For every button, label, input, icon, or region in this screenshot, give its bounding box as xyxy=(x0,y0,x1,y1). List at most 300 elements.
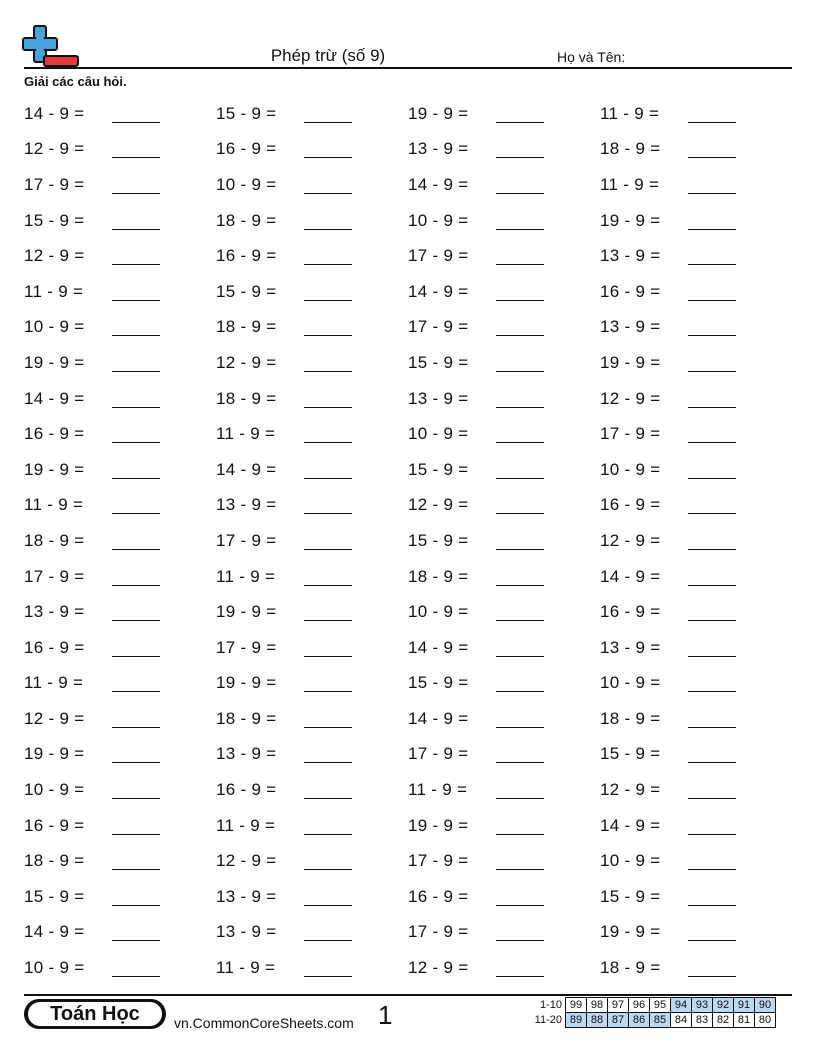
problem-item xyxy=(408,345,600,381)
score-key xyxy=(528,997,776,1028)
problem-expression: 14 - 9 = xyxy=(408,174,469,194)
problem-expression: 18 - 9 = xyxy=(216,388,277,408)
answer-blank[interactable] xyxy=(688,105,736,123)
answer-blank[interactable] xyxy=(112,781,160,799)
answer-blank[interactable] xyxy=(112,710,160,728)
problem-item xyxy=(600,416,792,452)
problem-item xyxy=(24,559,216,595)
answer-blank[interactable] xyxy=(304,710,352,728)
problem-item xyxy=(600,167,792,203)
problem-item xyxy=(408,772,600,808)
problem-expression: 18 - 9 = xyxy=(216,317,277,337)
score-key-cell: 86 xyxy=(629,1013,650,1028)
problem-expression: 11 - 9 = xyxy=(216,815,276,835)
answer-blank[interactable] xyxy=(112,425,160,443)
problem-item xyxy=(216,523,408,559)
problem-item xyxy=(216,666,408,702)
problem-item xyxy=(216,950,408,986)
problem-item xyxy=(216,915,408,951)
problem-item xyxy=(408,950,600,986)
problem-item xyxy=(24,594,216,630)
answer-blank[interactable] xyxy=(304,532,352,550)
answer-blank[interactable] xyxy=(688,674,736,692)
problem-item xyxy=(24,630,216,666)
answer-blank[interactable] xyxy=(304,140,352,158)
problem-item xyxy=(216,879,408,915)
problem-item xyxy=(24,381,216,417)
problem-expression: 13 - 9 = xyxy=(216,922,277,942)
answer-blank[interactable] xyxy=(112,852,160,870)
answer-blank[interactable] xyxy=(688,461,736,479)
score-key-label: 1-10 xyxy=(539,999,562,1011)
answer-blank[interactable] xyxy=(112,639,160,657)
answer-blank[interactable] xyxy=(496,105,544,123)
answer-blank[interactable] xyxy=(304,354,352,372)
problem-expression: 16 - 9 = xyxy=(600,602,661,622)
answer-blank[interactable] xyxy=(496,532,544,550)
problem-expression: 11 - 9 = xyxy=(216,958,276,978)
problem-item xyxy=(24,274,216,310)
answer-blank[interactable] xyxy=(304,568,352,586)
answer-blank[interactable] xyxy=(496,817,544,835)
problem-item xyxy=(24,950,216,986)
problem-expression: 14 - 9 = xyxy=(24,922,85,942)
answer-blank[interactable] xyxy=(112,532,160,550)
answer-blank[interactable] xyxy=(688,176,736,194)
problem-item xyxy=(600,452,792,488)
problem-expression: 14 - 9 = xyxy=(408,281,469,301)
problem-item xyxy=(600,772,792,808)
score-key-cell: 91 xyxy=(734,998,755,1013)
problem-expression: 17 - 9 = xyxy=(408,851,469,871)
answer-blank[interactable] xyxy=(496,959,544,977)
score-key-cell: 97 xyxy=(608,998,629,1013)
problem-expression: 17 - 9 = xyxy=(600,424,661,444)
problem-expression: 12 - 9 = xyxy=(24,708,85,728)
problem-item xyxy=(24,737,216,773)
problem-item xyxy=(216,701,408,737)
problem-item xyxy=(24,452,216,488)
problem-expression: 14 - 9 = xyxy=(408,708,469,728)
answer-blank[interactable] xyxy=(112,176,160,194)
problem-expression: 13 - 9 = xyxy=(216,495,277,515)
answer-blank[interactable] xyxy=(688,745,736,763)
problem-expression: 10 - 9 = xyxy=(408,602,469,622)
problem-expression: 14 - 9 = xyxy=(408,637,469,657)
problem-expression: 11 - 9 = xyxy=(24,673,84,693)
problem-expression: 10 - 9 = xyxy=(24,780,85,800)
answer-blank[interactable] xyxy=(496,212,544,230)
answer-blank[interactable] xyxy=(688,959,736,977)
answer-blank[interactable] xyxy=(688,354,736,372)
score-key-cell: 98 xyxy=(587,998,608,1013)
problem-item xyxy=(600,523,792,559)
score-key-cell: 94 xyxy=(671,998,692,1013)
answer-blank[interactable] xyxy=(304,496,352,514)
problem-expression: 18 - 9 = xyxy=(216,210,277,230)
problem-expression: 17 - 9 = xyxy=(408,744,469,764)
answer-blank[interactable] xyxy=(304,176,352,194)
answer-blank[interactable] xyxy=(496,247,544,265)
problem-expression: 16 - 9 = xyxy=(600,281,661,301)
problem-item xyxy=(24,416,216,452)
problem-grid xyxy=(24,96,794,986)
problem-item xyxy=(600,666,792,702)
problem-item xyxy=(216,559,408,595)
problem-expression: 19 - 9 = xyxy=(216,602,277,622)
problem-expression: 14 - 9 = xyxy=(600,815,661,835)
answer-blank[interactable] xyxy=(112,247,160,265)
problem-item xyxy=(600,559,792,595)
problem-item xyxy=(24,843,216,879)
score-key-cell: 95 xyxy=(650,998,671,1013)
problem-item xyxy=(408,416,600,452)
answer-blank[interactable] xyxy=(304,425,352,443)
problem-expression: 18 - 9 = xyxy=(600,958,661,978)
problem-expression: 18 - 9 = xyxy=(24,530,85,550)
problem-expression: 12 - 9 = xyxy=(408,958,469,978)
problem-item xyxy=(408,238,600,274)
score-key-row xyxy=(528,1013,776,1028)
problem-item xyxy=(408,452,600,488)
answer-blank[interactable] xyxy=(112,959,160,977)
answer-blank[interactable] xyxy=(112,212,160,230)
answer-blank[interactable] xyxy=(688,283,736,301)
problem-item xyxy=(408,879,600,915)
problem-expression: 17 - 9 = xyxy=(216,637,277,657)
answer-blank[interactable] xyxy=(304,639,352,657)
problem-expression: 12 - 9 = xyxy=(600,780,661,800)
problem-item xyxy=(24,523,216,559)
answer-blank[interactable] xyxy=(496,852,544,870)
problem-item xyxy=(24,203,216,239)
answer-blank[interactable] xyxy=(112,745,160,763)
answer-blank[interactable] xyxy=(496,425,544,443)
answer-blank[interactable] xyxy=(496,603,544,621)
answer-blank[interactable] xyxy=(496,140,544,158)
problem-expression: 14 - 9 = xyxy=(24,388,85,408)
problem-item xyxy=(600,594,792,630)
problem-item xyxy=(600,879,792,915)
problem-item xyxy=(216,381,408,417)
problem-expression: 13 - 9 = xyxy=(216,744,277,764)
problem-expression: 13 - 9 = xyxy=(24,602,85,622)
problem-item xyxy=(24,772,216,808)
problem-expression: 15 - 9 = xyxy=(408,352,469,372)
problem-item xyxy=(600,310,792,346)
answer-blank[interactable] xyxy=(688,247,736,265)
problem-item xyxy=(24,310,216,346)
problem-item xyxy=(600,701,792,737)
problem-item xyxy=(600,630,792,666)
score-key-cell: 81 xyxy=(734,1013,755,1028)
problem-item xyxy=(24,167,216,203)
answer-blank[interactable] xyxy=(688,390,736,408)
answer-blank[interactable] xyxy=(304,923,352,941)
problem-expression: 15 - 9 = xyxy=(24,210,85,230)
answer-blank[interactable] xyxy=(688,318,736,336)
answer-blank[interactable] xyxy=(304,390,352,408)
score-key-cell: 90 xyxy=(755,998,776,1013)
problem-expression: 10 - 9 = xyxy=(600,673,661,693)
answer-blank[interactable] xyxy=(112,674,160,692)
problem-expression: 19 - 9 = xyxy=(408,103,469,123)
answer-blank[interactable] xyxy=(304,603,352,621)
answer-blank[interactable] xyxy=(496,461,544,479)
problem-expression: 19 - 9 = xyxy=(24,744,85,764)
answer-blank[interactable] xyxy=(688,781,736,799)
answer-blank[interactable] xyxy=(496,639,544,657)
problem-expression: 12 - 9 = xyxy=(600,530,661,550)
problem-item xyxy=(216,96,408,132)
problem-expression: 12 - 9 = xyxy=(24,246,85,266)
problem-expression: 14 - 9 = xyxy=(600,566,661,586)
problem-expression: 19 - 9 = xyxy=(600,210,661,230)
problem-item xyxy=(600,238,792,274)
answer-blank[interactable] xyxy=(688,568,736,586)
problem-item xyxy=(408,167,600,203)
problem-expression: 19 - 9 = xyxy=(600,922,661,942)
problem-expression: 15 - 9 = xyxy=(24,886,85,906)
answer-blank[interactable] xyxy=(112,354,160,372)
answer-blank[interactable] xyxy=(688,852,736,870)
problem-expression: 11 - 9 = xyxy=(216,566,276,586)
brand-badge xyxy=(24,999,166,1029)
problem-item xyxy=(24,345,216,381)
problem-expression: 17 - 9 = xyxy=(24,566,85,586)
answer-blank[interactable] xyxy=(112,318,160,336)
problem-item xyxy=(600,96,792,132)
problem-item xyxy=(408,203,600,239)
problem-item xyxy=(600,381,792,417)
problem-item xyxy=(24,701,216,737)
answer-blank[interactable] xyxy=(304,852,352,870)
score-key-cell: 92 xyxy=(713,998,734,1013)
problem-item xyxy=(600,915,792,951)
answer-blank[interactable] xyxy=(688,710,736,728)
problem-item xyxy=(24,132,216,168)
problem-expression: 18 - 9 = xyxy=(600,708,661,728)
problem-item xyxy=(216,132,408,168)
problem-item xyxy=(600,843,792,879)
problem-item xyxy=(408,523,600,559)
answer-blank[interactable] xyxy=(304,781,352,799)
score-key-row xyxy=(528,998,776,1013)
problem-expression: 19 - 9 = xyxy=(24,459,85,479)
answer-blank[interactable] xyxy=(496,283,544,301)
problem-expression: 19 - 9 = xyxy=(408,815,469,835)
score-key-cell: 84 xyxy=(671,1013,692,1028)
problem-item xyxy=(216,630,408,666)
problem-expression: 16 - 9 = xyxy=(24,637,85,657)
name-label: Họ và Tên: xyxy=(557,49,626,65)
answer-blank[interactable] xyxy=(304,212,352,230)
problem-expression: 13 - 9 = xyxy=(408,388,469,408)
site-url: vn.CommonCoreSheets.com xyxy=(174,1015,354,1031)
answer-blank[interactable] xyxy=(112,888,160,906)
answer-blank[interactable] xyxy=(496,710,544,728)
problem-item xyxy=(24,238,216,274)
answer-blank[interactable] xyxy=(688,888,736,906)
problem-item xyxy=(216,274,408,310)
answer-blank[interactable] xyxy=(688,140,736,158)
problem-expression: 11 - 9 = xyxy=(24,281,84,301)
score-key-cell: 99 xyxy=(566,998,587,1013)
answer-blank[interactable] xyxy=(496,923,544,941)
problem-item xyxy=(216,238,408,274)
problem-expression: 15 - 9 = xyxy=(408,530,469,550)
answer-blank[interactable] xyxy=(688,496,736,514)
problem-item xyxy=(600,737,792,773)
problem-expression: 13 - 9 = xyxy=(600,246,661,266)
problem-item xyxy=(408,488,600,524)
score-key-cell: 89 xyxy=(566,1013,587,1028)
problem-item xyxy=(408,701,600,737)
answer-blank[interactable] xyxy=(304,318,352,336)
problem-item xyxy=(216,203,408,239)
answer-blank[interactable] xyxy=(304,247,352,265)
answer-blank[interactable] xyxy=(112,568,160,586)
answer-blank[interactable] xyxy=(496,390,544,408)
problem-item xyxy=(24,488,216,524)
problem-item xyxy=(600,488,792,524)
answer-blank[interactable] xyxy=(304,674,352,692)
problem-expression: 16 - 9 = xyxy=(216,780,277,800)
answer-blank[interactable] xyxy=(112,390,160,408)
answer-blank[interactable] xyxy=(496,568,544,586)
problem-expression: 13 - 9 = xyxy=(408,139,469,159)
problem-expression: 16 - 9 = xyxy=(216,139,277,159)
problem-item xyxy=(408,737,600,773)
problem-expression: 10 - 9 = xyxy=(600,459,661,479)
problem-expression: 17 - 9 = xyxy=(24,174,85,194)
problem-expression: 16 - 9 = xyxy=(24,815,85,835)
problem-expression: 15 - 9 = xyxy=(600,886,661,906)
answer-blank[interactable] xyxy=(496,318,544,336)
page-title: Phép trừ (số 9) xyxy=(270,46,386,65)
problem-item xyxy=(216,345,408,381)
problem-expression: 10 - 9 = xyxy=(24,958,85,978)
problem-item xyxy=(408,666,600,702)
answer-blank[interactable] xyxy=(304,817,352,835)
problem-expression: 11 - 9 = xyxy=(24,495,84,515)
problem-item xyxy=(216,594,408,630)
instructions: Giải các câu hỏi. xyxy=(24,74,127,89)
problem-expression: 11 - 9 = xyxy=(600,174,660,194)
problem-expression: 16 - 9 = xyxy=(216,246,277,266)
answer-blank[interactable] xyxy=(304,461,352,479)
answer-blank[interactable] xyxy=(688,923,736,941)
problem-item xyxy=(600,950,792,986)
problem-expression: 12 - 9 = xyxy=(600,388,661,408)
problem-expression: 12 - 9 = xyxy=(24,139,85,159)
answer-blank[interactable] xyxy=(688,817,736,835)
problem-expression: 18 - 9 = xyxy=(600,139,661,159)
problem-item xyxy=(408,381,600,417)
problem-expression: 11 - 9 = xyxy=(216,424,276,444)
problem-item xyxy=(408,915,600,951)
problem-item xyxy=(408,96,600,132)
answer-blank[interactable] xyxy=(112,603,160,621)
answer-blank[interactable] xyxy=(112,140,160,158)
answer-blank[interactable] xyxy=(304,283,352,301)
problem-item xyxy=(408,808,600,844)
problem-expression: 14 - 9 = xyxy=(24,103,85,123)
problem-expression: 10 - 9 = xyxy=(24,317,85,337)
answer-blank[interactable] xyxy=(496,496,544,514)
answer-blank[interactable] xyxy=(112,496,160,514)
answer-blank[interactable] xyxy=(496,354,544,372)
problem-item xyxy=(216,310,408,346)
score-key-label: 11-20 xyxy=(534,1014,562,1026)
problem-expression: 15 - 9 = xyxy=(408,459,469,479)
problem-expression: 17 - 9 = xyxy=(408,246,469,266)
answer-blank[interactable] xyxy=(496,745,544,763)
problem-item xyxy=(408,630,600,666)
problem-expression: 16 - 9 = xyxy=(408,886,469,906)
problem-item xyxy=(408,559,600,595)
answer-blank[interactable] xyxy=(688,532,736,550)
problem-expression: 12 - 9 = xyxy=(216,352,277,372)
problem-expression: 11 - 9 = xyxy=(408,780,468,800)
answer-blank[interactable] xyxy=(304,745,352,763)
problem-expression: 14 - 9 = xyxy=(216,459,277,479)
answer-blank[interactable] xyxy=(112,283,160,301)
problem-expression: 10 - 9 = xyxy=(600,851,661,871)
problem-expression: 19 - 9 = xyxy=(600,352,661,372)
problem-expression: 15 - 9 = xyxy=(600,744,661,764)
problem-expression: 19 - 9 = xyxy=(216,673,277,693)
problem-expression: 15 - 9 = xyxy=(408,673,469,693)
score-key-cell: 82 xyxy=(713,1013,734,1028)
answer-blank[interactable] xyxy=(112,923,160,941)
answer-blank[interactable] xyxy=(304,105,352,123)
problem-expression: 13 - 9 = xyxy=(600,317,661,337)
answer-blank[interactable] xyxy=(112,817,160,835)
problem-item xyxy=(24,666,216,702)
answer-blank[interactable] xyxy=(304,959,352,977)
problem-expression: 19 - 9 = xyxy=(24,352,85,372)
answer-blank[interactable] xyxy=(688,425,736,443)
problem-item xyxy=(600,345,792,381)
answer-blank[interactable] xyxy=(496,176,544,194)
problem-item xyxy=(408,132,600,168)
problem-item xyxy=(216,808,408,844)
answer-blank[interactable] xyxy=(496,674,544,692)
footer-divider xyxy=(24,994,792,996)
problem-expression: 10 - 9 = xyxy=(408,424,469,444)
problem-expression: 11 - 9 = xyxy=(600,103,660,123)
answer-blank[interactable] xyxy=(496,781,544,799)
answer-blank[interactable] xyxy=(112,461,160,479)
problem-expression: 18 - 9 = xyxy=(408,566,469,586)
problem-item xyxy=(600,808,792,844)
score-key-cell: 88 xyxy=(587,1013,608,1028)
answer-blank[interactable] xyxy=(688,212,736,230)
problem-expression: 13 - 9 = xyxy=(600,637,661,657)
problem-expression: 10 - 9 = xyxy=(216,174,277,194)
problem-item xyxy=(216,167,408,203)
answer-blank[interactable] xyxy=(688,639,736,657)
score-key-cell: 80 xyxy=(755,1013,776,1028)
problem-item xyxy=(216,416,408,452)
answer-blank[interactable] xyxy=(688,603,736,621)
answer-blank[interactable] xyxy=(496,888,544,906)
answer-blank[interactable] xyxy=(304,888,352,906)
answer-blank[interactable] xyxy=(112,105,160,123)
problem-expression: 10 - 9 = xyxy=(408,210,469,230)
problem-item xyxy=(216,452,408,488)
